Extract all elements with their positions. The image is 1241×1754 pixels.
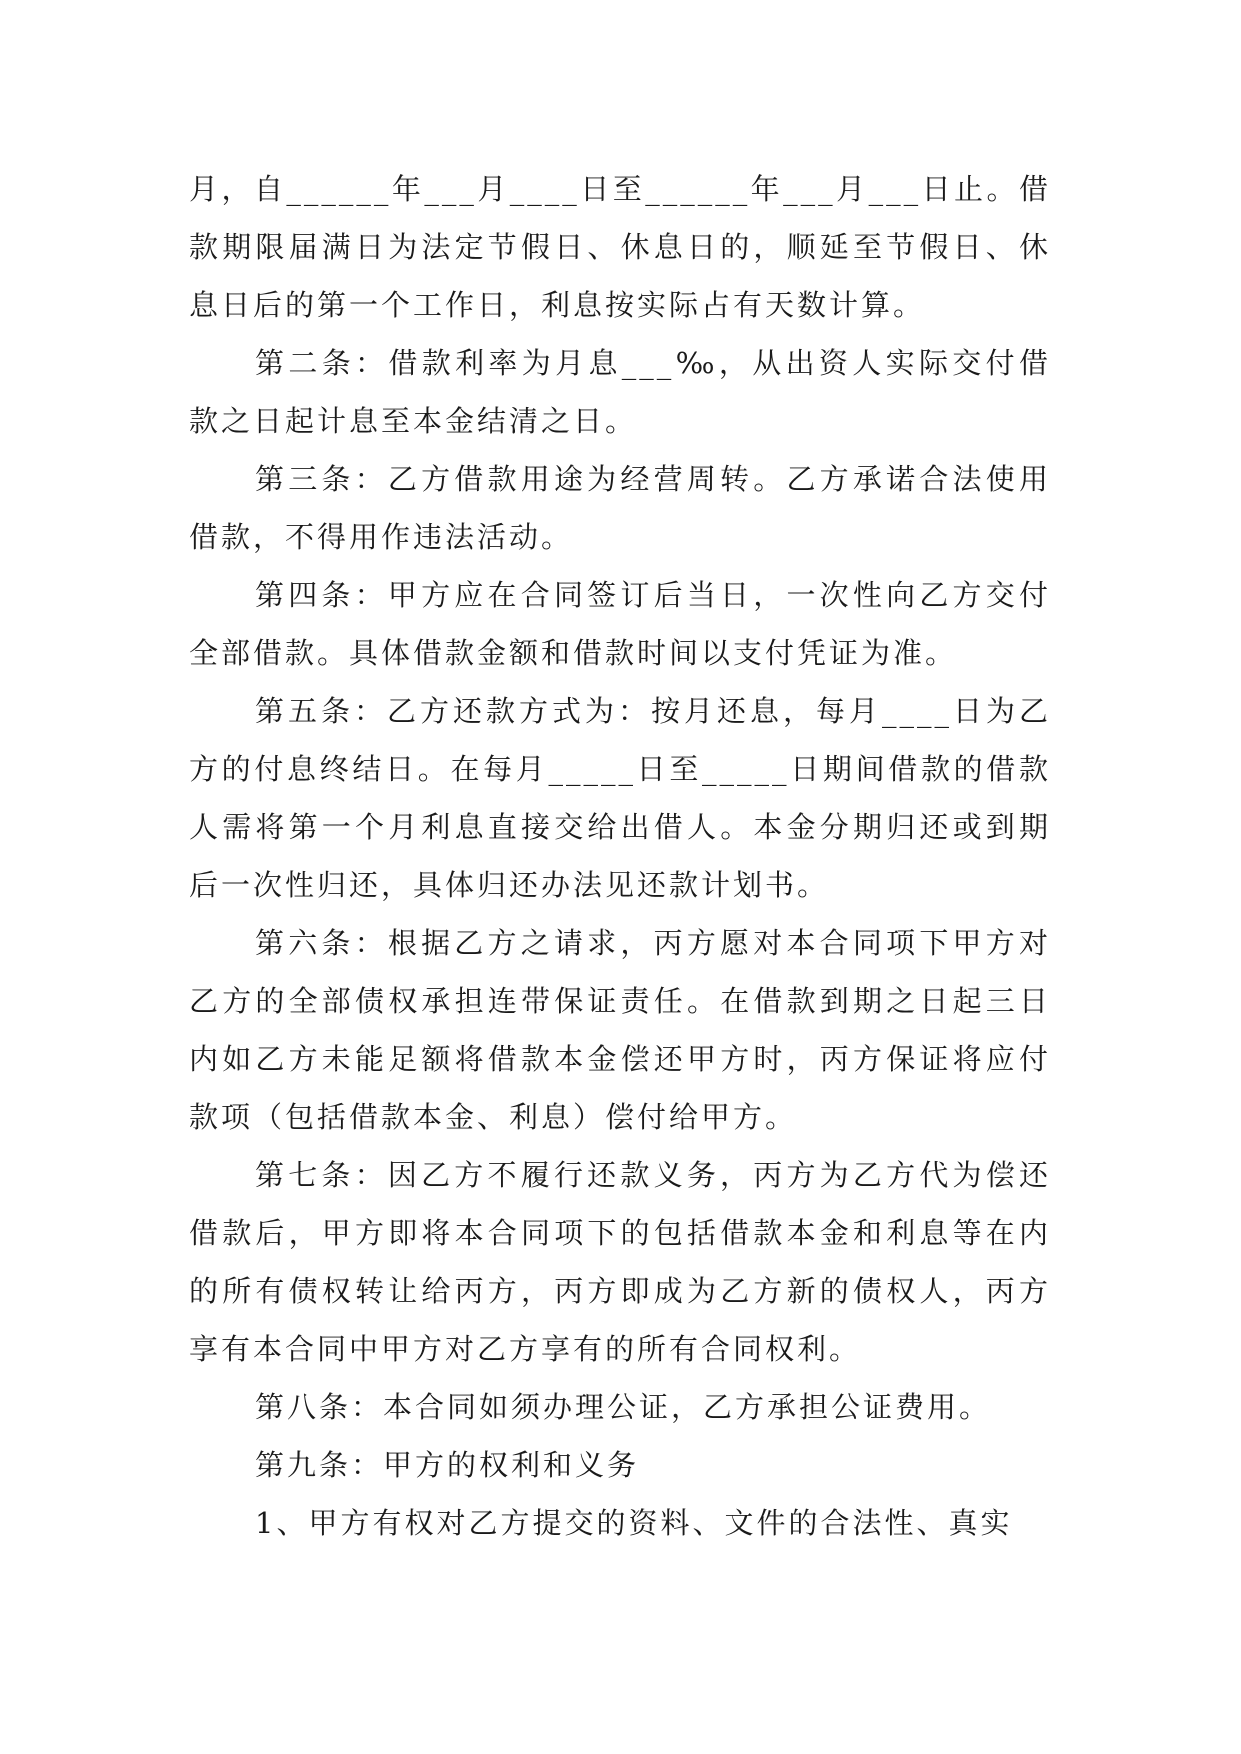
paragraph-article-8: 第八条：本合同如须办理公证，乙方承担公证费用。: [255, 1390, 992, 1424]
paragraph-article-6: 第六条：根据乙方之请求，丙方愿对本合同项下甲方对乙方的全部债权承担连带保证责任。在借款到期之日起三日内如乙方未能足额将借款本金偿还甲方时，丙方保证将应付款项（包括借款本金、利息）偿付给甲方。: [189, 926, 1051, 1134]
paragraph-term-period: 月，自______年___月____日至______年___月___日止。借款期限届满日为法定节假日、休息日的，顺延至节假日、休息日后的第一个工作日，利息按实际占有天数计算。: [189, 172, 1051, 322]
paragraph-article-2: 第二条：借款利率为月息___‰，从出资人实际交付借款之日起计息至本金结清之日。: [189, 346, 1051, 438]
paragraph-article-4: 第四条：甲方应在合同签订后当日，一次性向乙方交付全部借款。具体借款金额和借款时间以支付凭证为准。: [189, 578, 1051, 670]
paragraph-article-5: 第五条：乙方还款方式为：按月还息，每月____日为乙方的付息终结日。在每月_____日至_____日期间借款的借款人需将第一个月利息直接交给出借人。本金分期归还或到期后一次性归还，具体归还办法见还款计划书。: [189, 694, 1051, 902]
paragraph-article-3: 第三条：乙方借款用途为经营周转。乙方承诺合法使用借款，不得用作违法活动。: [189, 462, 1051, 554]
paragraph-article-9: 第九条：甲方的权利和义务: [255, 1448, 640, 1482]
paragraph-article-9-item-1: 1、甲方有权对乙方提交的资料、文件的合法性、真实: [255, 1506, 1013, 1540]
paragraph-article-7: 第七条：因乙方不履行还款义务，丙方为乙方代为偿还借款后，甲方即将本合同项下的包括借款本金和利息等在内的所有债权转让给丙方，丙方即成为乙方新的债权人，丙方享有本合同中甲方对乙方享有的所有合同权利。: [189, 1158, 1051, 1366]
document-body: [189, 160, 1051, 1552]
